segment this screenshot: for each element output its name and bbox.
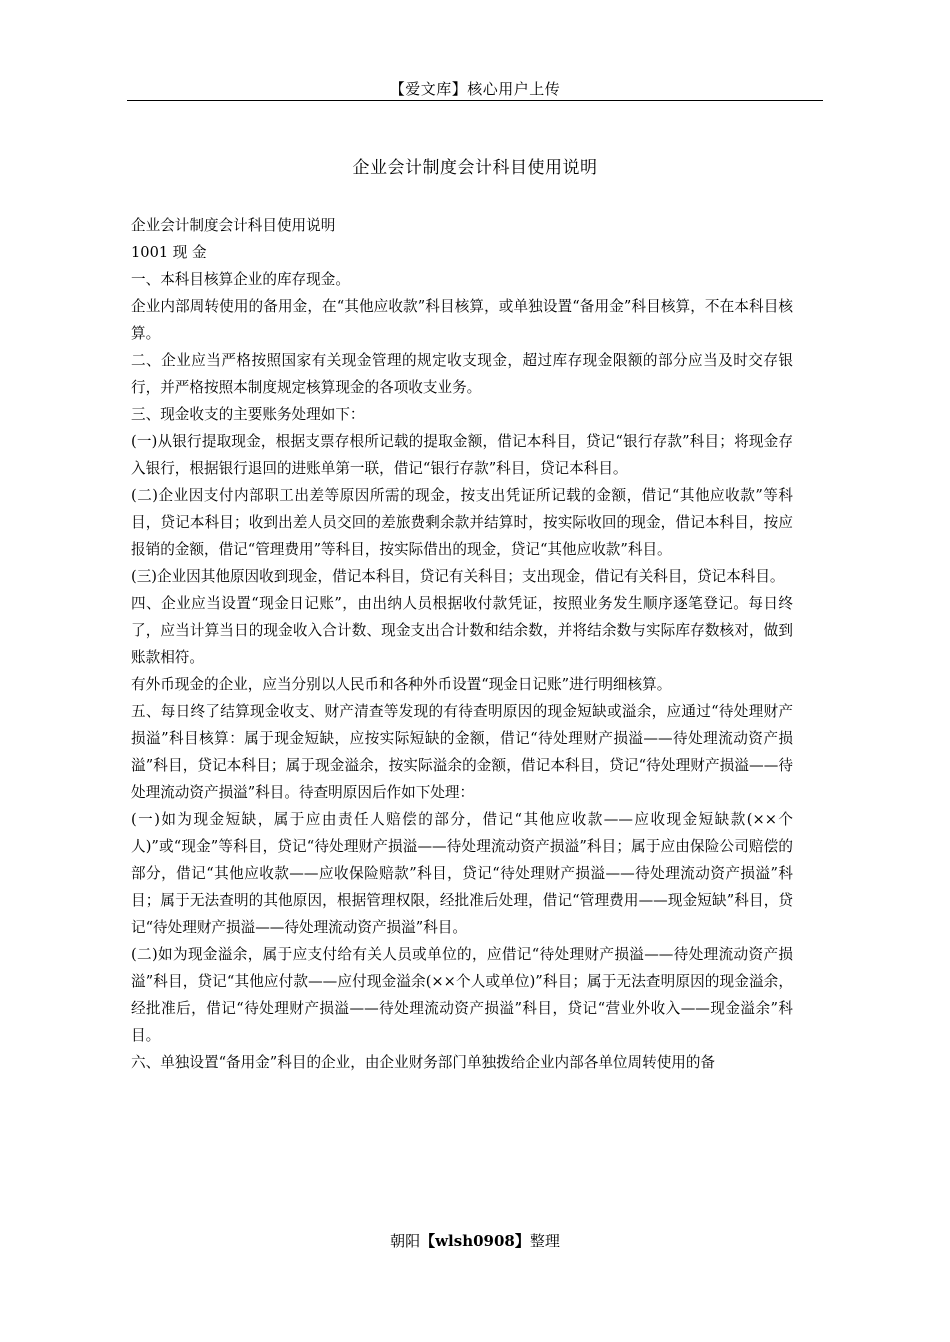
paragraph: 一、本科目核算企业的库存现金。	[131, 271, 350, 288]
paragraph: 四、企业应当设置“现金日记账”，由出纳人员根据收付款凭证，按照业务发生顺序逐笔登记。每日终了，应当计算当日的现金收入合计数、现金支出合计数和结余数，并将结余数与实际库存数核对，做到账款相符。	[131, 595, 793, 666]
footer-id: 【wlsh0908】	[420, 1232, 530, 1250]
paragraph: (二)企业因支付内部职工出差等原因所需的现金，按支出凭证所记载的金额，借记“其他应收款”等科目，贷记本科目；收到出差人员交回的差旅费剩余款并结算时，按实际收回的现金，借记本科目，按应报销的金额，借记“管理费用”等科目，按实际借出的现金，贷记“其他应收款”科目。	[131, 487, 793, 558]
paragraph: 企业内部周转使用的备用金，在“其他应收款”科目核算，或单独设置“备用金”科目核算，不在本科目核算。	[131, 298, 793, 342]
paragraph: (一)如为现金短缺，属于应由责任人赔偿的部分，借记“其他应收款——应收现金短缺款(××个人)”或“现金”等科目，贷记“待处理财产损溢——待处理流动资产损溢”科目；属于应由保险公司赔偿的部分，借记“其他应收款——应收保险赔款”科目，贷记“待处理财产损溢——待处理流动资产损溢”科目；属于无法查明的其他原因，根据管理权限，经批准后处理，借记“管理费用——现金短缺”科目，贷记“待处理财产损溢——待处理流动资产损溢”科目。	[131, 811, 793, 936]
paragraph: 二、企业应当严格按照国家有关现金管理的规定收支现金，超过库存现金限额的部分应当及时交存银行，并严格按照本制度规定核算现金的各项收支业务。	[131, 352, 793, 396]
paragraph: 企业会计制度会计科目使用说明	[131, 217, 336, 234]
paragraph: 1001 现 金	[131, 244, 207, 261]
document-body	[131, 212, 793, 1076]
paragraph: (一)从银行提取现金，根据支票存根所记载的提取金额，借记本科目，贷记“银行存款”科目；将现金存入银行，根据银行退回的进账单第一联，借记“银行存款”科目，贷记本科目。	[131, 433, 793, 477]
paragraph: 五、每日终了结算现金收支、财产清查等发现的有待查明原因的现金短缺或溢余，应通过“待处理财产损溢”科目核算：属于现金短缺，应按实际短缺的金额，借记“待处理财产损溢——待处理流动资产损溢”科目，贷记本科目；属于现金溢余，按实际溢余的金额，借记本科目，贷记“待处理财产损溢——待处理流动资产损溢”科目。待查明原因后作如下处理：	[131, 703, 793, 801]
paragraph: (二)如为现金溢余，属于应支付给有关人员或单位的，应借记“待处理财产损溢——待处理流动资产损溢”科目，贷记“其他应付款——应付现金溢余(××个人或单位)”科目；属于无法查明原因的现金溢余，经批准后，借记“待处理财产损溢——待处理流动资产损溢”科目，贷记“营业外收入——现金溢余”科目。	[131, 946, 793, 1044]
header-divider	[127, 100, 823, 101]
paragraph: (三)企业因其他原因收到现金，借记本科目，贷记有关科目；支出现金，借记有关科目，贷记本科目。	[131, 568, 785, 585]
paragraph: 三、现金收支的主要账务处理如下：	[131, 406, 365, 423]
footer-suffix: 整理	[529, 1232, 560, 1250]
page-footer	[127, 1230, 823, 1252]
page-header: 【爱文库】核心用户上传	[389, 80, 561, 98]
paragraph: 有外币现金的企业，应当分别以人民币和各种外币设置“现金日记账”进行明细核算。	[131, 676, 672, 693]
paragraph: 六、单独设置“备用金”科目的企业，由企业财务部门单独拨给企业内部各单位周转使用的备	[131, 1054, 716, 1071]
footer-prefix: 朝阳	[390, 1232, 421, 1250]
document-title: 企业会计制度会计科目使用说明	[352, 158, 598, 178]
